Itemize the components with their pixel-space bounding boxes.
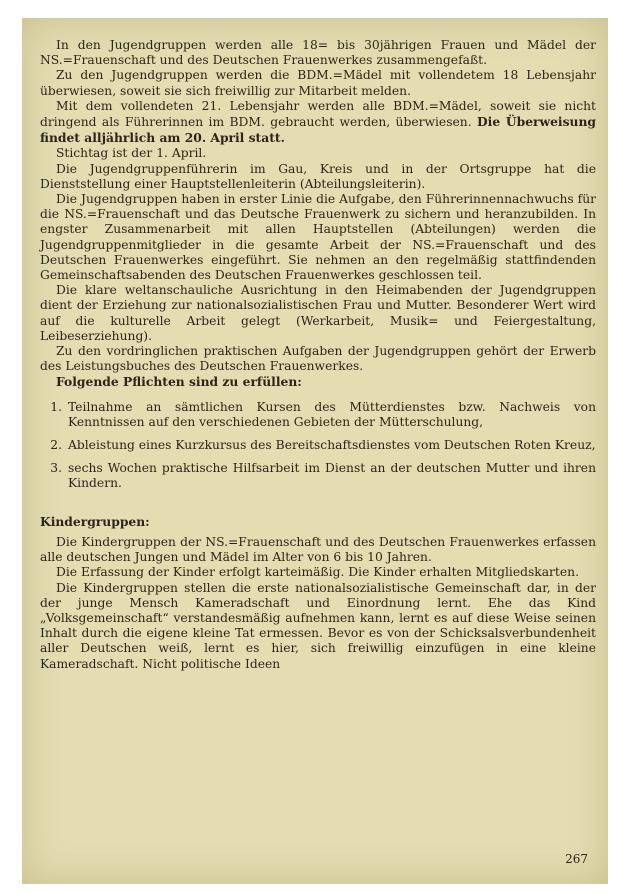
paragraph: Die Kindergruppen der NS.=Frauenschaft und des Deutschen Frauenwerkes erfassen alle deutschen Jungen und Mädel im Alter von 6 bis 10 Jahren. — [40, 534, 596, 565]
duties-list — [40, 400, 596, 492]
page-text — [40, 38, 596, 672]
paragraph: Die Jugendgruppen haben in erster Linie die Aufgabe, den Führerinnennachwuchs für die NS.=Frauenschaft und das Deutsche Frauenwerk zu sichern und heranzubilden. In engster Zusammenarbeit mit allen Hauptstellen (Abteilungen) werden die Jugendgruppenmitglieder in die gesamte Arbeit der NS.=Frauenschaft und des Deutschen Frauenwerkes eingeführt. Sie nehmen an den regelmäßig stattfindenden Gemeinschaftsabenden des Deutschen Frauenwerkes geschlossen teil. — [40, 192, 596, 283]
paragraph: In den Jugendgruppen werden alle 18= bis 30jährigen Frauen und Mädel der NS.=Frauenschaft und des Deutschen Frauenwerkes zusammengefaßt. — [40, 38, 596, 68]
list-number: 2. — [50, 438, 62, 453]
list-text: sechs Wochen praktische Hilfsarbeit im Dienst an der deutschen Mutter und ihren Kindern. — [68, 461, 596, 491]
page-number: 267 — [565, 852, 588, 866]
list-text: Ableistung eines Kurzkursus des Bereitschaftsdienstes vom Deutschen Roten Kreuz, — [68, 438, 596, 453]
paragraph — [40, 99, 596, 147]
section-heading: Kindergruppen: — [40, 513, 150, 529]
bold-statement: Die Überweisung findet alljährlich am 20. April statt. — [40, 114, 596, 146]
list-number: 1. — [50, 399, 62, 414]
list-text: Teilnahme an sämtlichen Kursen des Mütterdienstes bzw. Nachweis von Kenntnissen auf den verschiedenen Gebieten der Mütterschulung, — [68, 399, 596, 429]
book-page — [22, 18, 608, 884]
paragraph: Zu den vordringlichen praktischen Aufgaben der Jugendgruppen gehört der Erwerb des Leistungsbuches des Deutschen Frauenwerkes. — [40, 344, 596, 374]
list-item — [40, 438, 596, 453]
paragraph: Die Jugendgruppenführerin im Gau, Kreis und in der Ortsgruppe hat die Dienststellung einer Hauptstellenleiterin (Abteilungsleiterin). — [40, 161, 596, 191]
paragraph-text: Mit dem vollendeten 21. Lebensjahr werden alle BDM.=Mädel, soweit sie nicht dringend als Führerinnen im BDM. gebraucht werden, überwiesen. — [40, 98, 596, 130]
paragraph: Stichtag ist der 1. April. — [56, 146, 207, 161]
paragraph: Die Kindergruppen stellen die erste nationalsozialistische Gemeinschaft dar, in der der junge Mensch Kameradschaft und Einordnung lernt. Ehe das Kind „Volksgemeinschaft“ verstandesmäßig aufnehmen kann, lernt es auf diese Weise seinen Inhalt durch die eigene kleine Tat ermessen. Bevor es von der Schicksalsverbundenheit aller Deutschen weiß, lernt es hier, sich freiwillig einzufügen in eine kleine Kameradschaft. Nicht politische Ideen — [40, 580, 596, 671]
list-number: 3. — [50, 461, 62, 476]
list-item — [40, 461, 596, 491]
paragraph: Die Erfassung der Kinder erfolgt karteimäßig. Die Kinder erhalten Mitgliedskarten. — [56, 565, 579, 580]
duties-intro: Folgende Pflichten sind zu erfüllen: — [56, 374, 302, 390]
list-item — [40, 400, 596, 430]
paragraph: Zu den Jugendgruppen werden die BDM.=Mädel mit vollendetem 18 Lebensjahr überwiesen, soweit sie sich freiwillig zur Mitarbeit melden. — [40, 68, 596, 98]
paragraph: Die klare weltanschauliche Ausrichtung in den Heimabenden der Jugendgruppen dient der Erziehung zur nationalsozialistischen Frau und Mutter. Besonderer Wert wird auf die kulturelle Arbeit gelegt (Werkarbeit, Musik= und Feiergestaltung, Leibeserziehung). — [40, 283, 596, 343]
